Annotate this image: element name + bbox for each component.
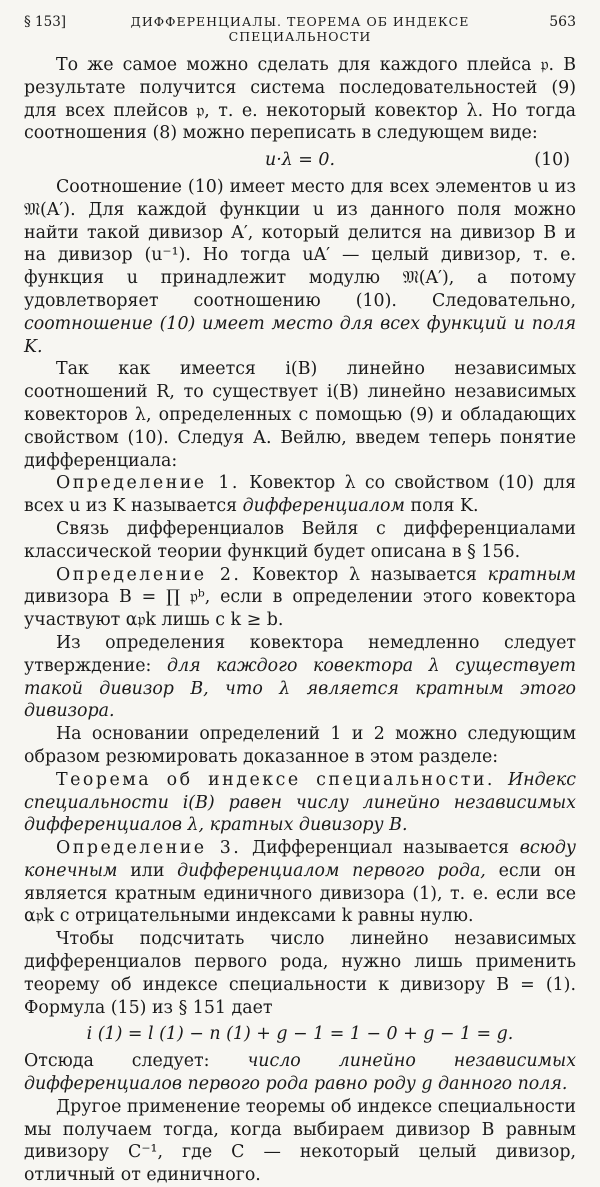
definition-1	[24, 472, 576, 518]
definition-1-text: Ковектор λ со свойством (10) для всех u из K называется	[24, 473, 576, 517]
definition-1-label: Определение 1.	[56, 473, 240, 494]
paragraph-8-text: Отсюда следует:	[24, 1051, 210, 1072]
formula-genus-expression: i (1) = l (1) − n (1) + g − 1 = 1 − 0 + g − 1 = g.	[86, 1024, 514, 1045]
header-title: ДИФФЕРЕНЦИАЛЫ. ТЕОРЕМА ОБ ИНДЕКСЕ СПЕЦИАЛЬНОСТИ	[130, 14, 470, 44]
definition-3-label: Определение 3.	[56, 838, 242, 859]
paragraph-5-italic: для каждого ковектора λ существует такой дивизор B, что λ является кратным этого дивизора.	[24, 655, 576, 722]
definition-2-tail: дивизора B = ∏ 𝔭ᵇ, если в определении этого ковектора участвуют α𝔭k лишь с k ≥ b.	[24, 587, 576, 631]
definition-3	[24, 837, 576, 928]
definition-2-term: кратным	[487, 564, 577, 585]
page-number: 563	[549, 14, 576, 30]
definition-3-tail: если он является кратным единичного дивизора (1), т. е. если все α𝔭k с отрицательными индексами k равны нулю.	[24, 860, 577, 927]
paragraph-3: Так как имеется i(B) линейно независимых соотношений R, то существует i(B) линейно независимых ковекторов λ, определенных с помощью (9) и обладающих свойством (10). Следуя А. Вейлю, введем теперь понятие дифференциала:	[24, 359, 576, 471]
paragraph-7: Чтобы подсчитать число линейно независимых дифференциалов первого рода, нужно лишь применить теорему об индексе специальности к дивизору B = (1). Формула (15) из § 151 дает	[24, 929, 576, 1018]
paragraph-9: Другое применение теоремы об индексе специальности мы получаем тогда, когда выбираем дивизор B равным дивизору C⁻¹, где C — некоторый целый дивизор, отличный от единичного.	[24, 1096, 576, 1186]
formula-10	[24, 149, 576, 172]
definition-3-text: Дифференциал называется	[251, 838, 510, 859]
paragraph-2-text: Соотношение (10) имеет место для всех элементов u из 𝔐(A′). Для каждой функции u из данного поля можно найти такой дивизор A′, который делится на дивизор B и на дивизор (u⁻¹). Но тогда uA′ — целый дивизор, т. е. функция u принадлежит модулю 𝔐(A′), а потому удовлетворяет соотношению (10). Следовательно,	[24, 176, 576, 311]
theorem	[24, 769, 576, 837]
paragraph-2-italic: соотношение (10) имеет место для всех функций и поля K.	[24, 313, 576, 357]
paragraph-5	[24, 632, 576, 723]
paragraph-1: То же самое можно сделать для каждого плейса 𝔭. В результате получится система последовательностей (9) для всех плейсов 𝔭, т. е. некоторый ковектор λ. Но тогда соотношения (8) можно переписать в следующем виде:	[24, 55, 576, 144]
theorem-label: Теорема об индексе специальности.	[56, 769, 495, 790]
header-section: § 153]	[24, 14, 67, 30]
running-header	[24, 14, 576, 44]
paragraph-6: На основании определений 1 и 2 можно следующим образом резюмировать доказанное в этом разделе:	[24, 724, 576, 767]
definition-1-tail: поля K.	[410, 496, 479, 517]
formula-10-expression: u·λ = 0.	[265, 150, 335, 171]
formula-genus	[24, 1023, 576, 1046]
definition-3-term-1: всюду конечным	[24, 838, 576, 881]
definition-1-term: дифференциалом	[242, 496, 405, 517]
definition-3-term-2: дифференциалом первого рода,	[177, 860, 486, 881]
definition-2	[24, 564, 576, 632]
paragraph-5-text: Из определения ковектора немедленно следует утверждение:	[24, 632, 576, 676]
paragraph-4: Связь дифференциалов Вейля с дифференциалами классической теории функций будет описана в § 156.	[24, 518, 576, 562]
paragraph-8	[24, 1050, 576, 1096]
theorem-body: Индекс специальности i(B) равен числу линейно независимых дифференциалов λ, кратных дивизору B.	[24, 769, 577, 836]
body-text	[24, 54, 576, 1187]
formula-10-number: (10)	[534, 150, 570, 171]
definition-2-text: Ковектор λ называется	[252, 564, 477, 585]
paragraph-8-italic: число линейно независимых дифференциалов первого рода равно роду g данного поля.	[24, 1051, 576, 1095]
definition-2-label: Определение 2.	[56, 564, 242, 585]
definition-3-mid: или	[130, 860, 165, 881]
paragraph-2	[24, 176, 576, 358]
